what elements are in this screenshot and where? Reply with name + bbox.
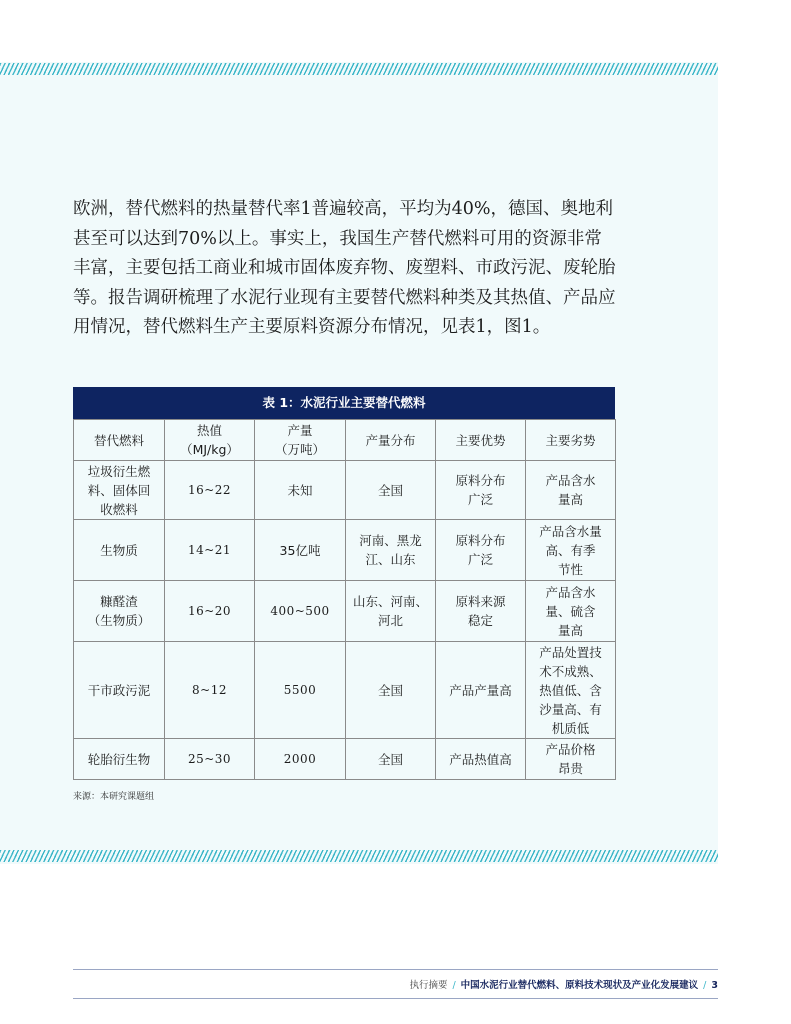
cell-text-line: 全国 <box>377 682 403 698</box>
cell-text-line: 全国 <box>377 751 403 767</box>
cell-text-line: 产品含水量 <box>539 523 602 539</box>
table-row <box>74 581 616 642</box>
table-row <box>74 642 616 739</box>
table-cell <box>74 461 165 520</box>
cell-text-line: 产品处置技 <box>539 644 602 660</box>
table-cell <box>526 739 616 780</box>
table-row <box>74 461 616 520</box>
header-cell <box>436 420 526 461</box>
cell-text-line: 量高 <box>557 492 583 507</box>
cell-text-line: 产品含水 <box>545 584 596 600</box>
cell-text-line: 节性 <box>557 561 583 577</box>
table-cell <box>74 581 165 642</box>
table-title: 表 1：水泥行业主要替代燃料 <box>73 387 615 419</box>
cell-text-line: 未知 <box>287 482 313 498</box>
cell-text-line: 术不成熟、 <box>539 663 602 679</box>
cell-text-line: 8~12 <box>192 682 227 697</box>
cell-text-line: 主要优势 <box>455 432 506 448</box>
cell-text-line: （MJ/kg） <box>180 442 239 457</box>
footer-rule-bottom <box>73 998 718 999</box>
cell-text-line: 原料分布 <box>455 473 506 488</box>
cell-text-line: 收燃料 <box>100 501 138 517</box>
table-row <box>74 739 616 780</box>
table-cell <box>526 581 616 642</box>
cell-text-line: 16~20 <box>187 603 232 618</box>
footer-separator: / <box>703 980 707 991</box>
cell-text-line: 广泛 <box>467 492 493 507</box>
cell-text-line: 量高 <box>557 622 583 638</box>
cell-text-line: 全国 <box>377 482 403 498</box>
table-cell <box>526 520 616 581</box>
cell-text-line: 替代燃料 <box>93 432 144 448</box>
cell-text-line: 干市政污泥 <box>87 682 151 698</box>
cell-text-line: 机质低 <box>551 720 590 736</box>
table-cell <box>74 520 165 581</box>
table-cell <box>346 520 436 581</box>
footer-rule-top <box>73 969 718 970</box>
table-cell <box>436 642 526 739</box>
table-cell <box>165 642 255 739</box>
cell-text-line: 热值低、含 <box>539 682 602 698</box>
cell-text-line: 糠醛渣 <box>100 594 138 609</box>
table-cell <box>255 642 346 739</box>
cell-text-line: 高、有季 <box>545 542 596 558</box>
table-header-row <box>74 420 616 461</box>
cell-text-line: （万吨） <box>274 442 325 457</box>
table-cell <box>165 581 255 642</box>
table-cell <box>436 461 526 520</box>
table-cell <box>526 461 616 520</box>
body-paragraph: 欧洲，替代燃料的热量替代率1普遍较高，平均为40%，德国、奥地利甚至可以达到70%以上。事实上，我国生产替代燃料可用的资源非常丰富，主要包括工商业和城市固体废弃物、废塑料、市政污泥、废轮胎等。报告调研梳理了水泥行业现有主要替代燃料种类及其热值、产品应用情况，替代燃料生产主要原料资源分布情况，见表1，图1。 <box>73 199 616 337</box>
cell-text-line: 25~30 <box>187 751 232 766</box>
footer-section: 执行摘要 <box>409 980 448 991</box>
cell-text-line: 广泛 <box>467 552 493 567</box>
table-cell <box>255 581 346 642</box>
cell-text-line: 原料来源 <box>455 594 506 609</box>
cell-text-line: 沙量高、有 <box>539 701 602 717</box>
cell-text-line: 产量分布 <box>365 432 416 448</box>
cell-text-line: 400~500 <box>270 603 330 618</box>
cell-text-line: 5500 <box>283 682 317 697</box>
page-number: 3 <box>711 980 718 991</box>
table-cell <box>436 739 526 780</box>
table-cell <box>346 581 436 642</box>
cell-text-line: 产品含水 <box>545 473 596 488</box>
table-cell <box>255 739 346 780</box>
cell-text-line: 河北 <box>377 613 403 628</box>
page-footer <box>409 977 718 991</box>
cell-text-line: 热值 <box>196 423 222 438</box>
footer-doc-title: 中国水泥行业替代燃料、原料技术现状及产业化发展建议 <box>460 980 699 991</box>
table-cell <box>74 739 165 780</box>
cell-text-line: 轮胎衍生物 <box>87 751 151 767</box>
cell-text-line: 原料分布 <box>455 533 506 548</box>
cell-text-line: 2000 <box>283 751 317 766</box>
cell-text-line: 稳定 <box>467 613 493 628</box>
header-cell <box>165 420 255 461</box>
table-cell <box>165 461 255 520</box>
cell-text-line: 35亿吨 <box>279 542 321 558</box>
cell-text-line: 16~22 <box>187 482 232 497</box>
header-cell <box>346 420 436 461</box>
cell-text-line: （生物质） <box>87 613 151 628</box>
table-cell <box>346 739 436 780</box>
table-cell <box>74 642 165 739</box>
cell-text-line: 江、山东 <box>365 552 416 567</box>
cell-text-line: 山东、河南、 <box>352 594 428 609</box>
cell-text-line: 产品产量高 <box>449 682 512 698</box>
table-cell <box>346 642 436 739</box>
table-row <box>74 520 616 581</box>
table-cell <box>255 461 346 520</box>
cell-text-line: 主要劣势 <box>545 432 596 448</box>
footer-separator: / <box>452 980 456 991</box>
table-cell <box>436 520 526 581</box>
cell-text-line: 量、硫含 <box>545 603 596 619</box>
header-cell <box>526 420 616 461</box>
table-cell <box>165 739 255 780</box>
top-hatch-divider <box>0 63 718 75</box>
cell-text-line: 料、固体回 <box>87 482 151 498</box>
bottom-hatch-divider <box>0 850 718 862</box>
table-cell <box>346 461 436 520</box>
cell-text-line: 昂贵 <box>557 761 583 776</box>
cell-text-line: 垃圾衍生燃 <box>87 463 151 479</box>
header-cell <box>255 420 346 461</box>
table-cell <box>165 520 255 581</box>
cell-text-line: 14~21 <box>187 542 232 557</box>
table-cell <box>526 642 616 739</box>
table-source: 来源：本研究课题组 <box>73 792 155 802</box>
cell-text-line: 生物质 <box>100 542 138 558</box>
fuel-table <box>73 387 615 780</box>
table-cell <box>255 520 346 581</box>
cell-text-line: 河南、黑龙 <box>359 533 422 548</box>
cell-text-line: 产品热值高 <box>449 751 512 767</box>
header-cell <box>74 420 165 461</box>
cell-text-line: 产品价格 <box>545 742 596 757</box>
table-cell <box>436 581 526 642</box>
cell-text-line: 产量 <box>287 423 313 438</box>
